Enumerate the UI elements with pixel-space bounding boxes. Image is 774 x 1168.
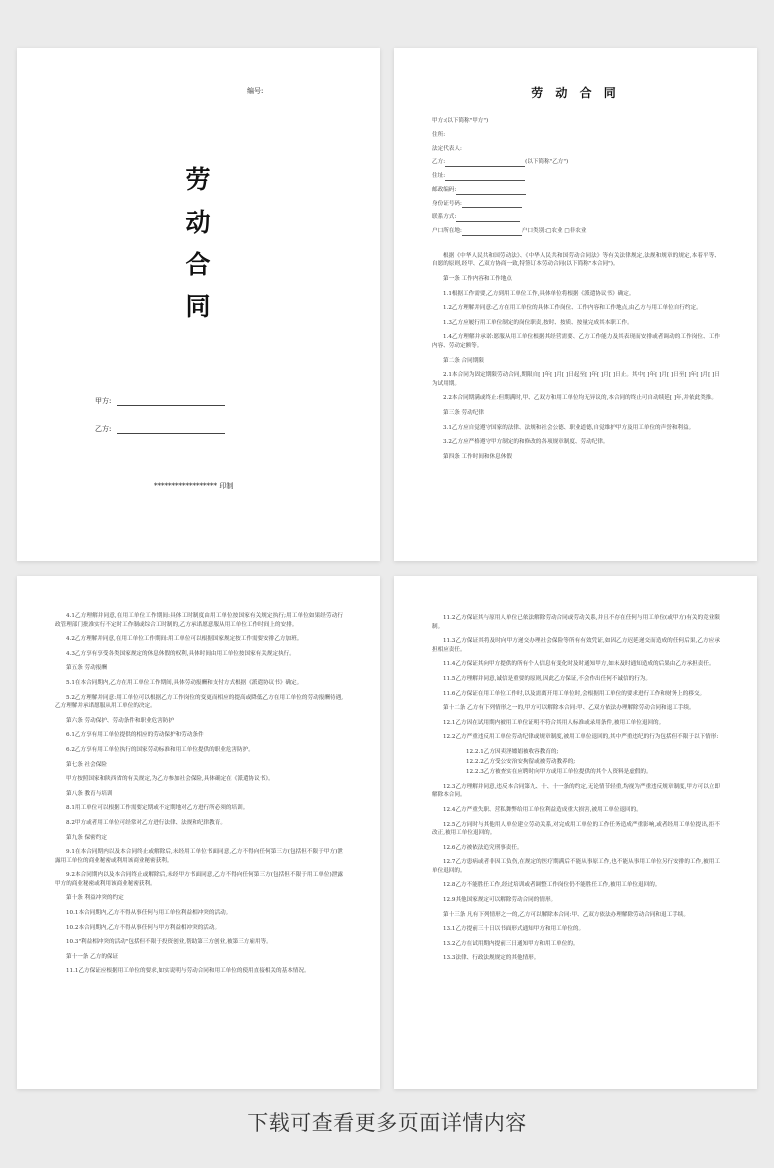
contract-page-2 (17, 576, 380, 1089)
paragraph: 1.1根据工作需要,乙方到用工单位工作,具体单位将根据《派遣协议书》确定。 (443, 290, 635, 297)
paragraph: 5.1在本合同期内,乙方在用工单位工作期间,具体劳动报酬和支付方式根据《派遣协议书》确定。 (66, 679, 303, 686)
paragraph: 11.1乙方保证应根据用工单位的要求,如实说明与劳动合同和用工单位的使用直接相关的基本情况。 (66, 968, 310, 975)
download-more-caption[interactable]: 下载可查看更多页面详情内容 (247, 1111, 527, 1135)
header-field: 法定代表人: (432, 145, 462, 152)
paragraph: 12.9其他国家规定可以解除劳动合同的情形。 (443, 897, 557, 904)
header-field: 联系方式: (432, 213, 720, 222)
paragraph: 11.4乙方保证其向甲方提供的所有个人信息有变化时及时通知甲方,如未及时通知造成的后果由乙方承担责任。 (443, 661, 715, 668)
article-heading: 第十一条 乙方的保证 (66, 953, 119, 960)
party-a-label: 甲方: (95, 397, 112, 405)
paragraph: 12.3乙方理解并同意,违反本合同第九、十、十一条的约定,无论情节轻重,均视为严重违反规章制度,甲方可以立即解除本合同。 (432, 783, 720, 799)
cover-title-char: 合 (185, 250, 211, 279)
paragraph: 10.2本合同期内,乙方不得从事任何与甲方利益相冲突的活动。 (66, 924, 221, 931)
paragraph: 9.2本合同期内以及本合同终止或解除后,未经甲方书面同意,乙方不得向任何第三方(包括但不限于用工单位)泄露甲方的商业秘密或利用该商业秘密获利。 (55, 872, 343, 887)
cover-title-char: 劳 (185, 165, 211, 194)
paragraph: 13.2乙方在试用期内提前三日通知甲方和用工单位的。 (443, 940, 579, 947)
paragraph: 12.2.1乙方因卖淫嫖娼被收容教育的; (466, 748, 559, 755)
paragraph: 10.3"利益相冲突的活动"包括但不限于投资创业,帮助第三方创业,被第三方雇用等。 (66, 939, 272, 946)
contract-number-label: 编号: (247, 87, 264, 95)
paragraph: 8.1用工单位可以根据工作需要定期或不定期地对乙方进行所必须的培训。 (66, 805, 249, 812)
paragraph: 11.5乙方理解并同意,诚信是重要的原则,因此乙方保证,不会作出任何不诚信的行为。 (443, 675, 651, 682)
paragraph: 10.1本合同期内,乙方不得从事任何与用工单位利益相冲突的活动。 (66, 910, 232, 917)
party-b-label: 乙方: (95, 425, 112, 433)
header-field: 住址: (432, 172, 720, 181)
header-field: 邮政编码: (432, 186, 720, 195)
paragraph: 12.2乙方严重违反用工单位劳动纪律或规章制度,被用工单位退回的,其中严重违纪的行为包括但不限于以下情形: (443, 734, 719, 741)
article-heading: 第二条 合同期限 (443, 357, 484, 364)
paragraph: 根据《中华人民共和国劳动法》、《中华人民共和国劳动合同法》等有关法律规定,法规和规章的规定,本着平等、自愿的原则,经甲、乙双方协商一致,特签订本劳动合同(以下简称"本合同")。 (432, 252, 720, 268)
paragraph: 4.2乙方理解并同意,在用工单位工作期间:用工单位可以根据国家规定按工作需要安排乙方加班。 (66, 636, 303, 643)
cover-page (17, 48, 380, 561)
paragraph: 12.6乙方被依法追究刑事责任。 (443, 844, 523, 851)
article-heading: 第十条 利益冲突的约定 (66, 895, 124, 902)
paragraph: 2.2本合同期满或终止:但期满时,甲、乙双方和用工单位均无异议的,本合同的终止可自动续延[ ]年,并依此类推。 (443, 395, 717, 402)
paragraph: 3.1乙方应自觉遵守国家的法律、法规和社会公德、职业道德,自觉维护甲方及用工单位的声誉和利益。 (443, 424, 695, 431)
article-heading: 第十三条 凡有下列情形之一的,乙方可以解除本合同:甲、乙双方依法办理解除劳动合同和退工手续。 (443, 911, 689, 918)
cover-title-char: 动 (185, 208, 211, 237)
paragraph: 12.4乙方严重失职、营私舞弊给用工单位利益造成重大损害,被用工单位退回的。 (443, 806, 642, 813)
paragraph: 12.5乙方同时与其他用人单位建立劳动关系,对完成用工单位的工作任务造成严重影响,或者经用工单位提出,拒不改正,被用工单位退回的。 (432, 821, 720, 837)
paragraph: 12.7乙方患病或者非因工负伤,在规定的医疗期满后不能从事原工作,也不能从事用工单位另行安排的工作,被用工单位退回的。 (432, 859, 720, 874)
paragraph: 9.1在本合同期内以及本合同终止或解除后,未经用工单位书面同意,乙方不得向任何第三方(包括但不限于甲方)泄露用工单位的商业秘密或利用该商业秘密获利。 (55, 849, 343, 864)
article-heading: 第九条 保密约定 (66, 834, 107, 841)
party-b-blank (117, 426, 225, 434)
article-heading: 第一条 工作内容和工作地点 (443, 276, 512, 283)
page-body (55, 612, 343, 982)
paragraph: 11.2乙方保证其与原用人单位已依法解除劳动合同或劳动关系,并且不存在任何与用工单位(或甲方)有关的竞业限制。 (432, 615, 720, 630)
header-field: 甲方:(以下简称"甲方") (432, 118, 489, 124)
article-heading: 第十二条 乙方有下列情形之一的,甲方可以解除本合同:甲、乙双方依法办理解除劳动合同和退工手续。 (443, 705, 695, 712)
paragraph: 13.1乙方提前三十日以书面形式通知甲方和用工单位的。 (443, 926, 585, 933)
header-field: 乙方: (以下简称"乙方") (432, 159, 569, 166)
paragraph: 4.1乙方理解并同意,在用工单位工作期间:具体工时制度由用工单位按国家有关规定执行;用工单位如果经劳动行政管理部门批准实行不定时工作制或综合工时制的,乙方承诺愿意服从用工单位工作时间上的安排。 (55, 613, 343, 628)
paragraph: 3.2乙方应严格遵守甲方制定的和修改的各项规章制度、劳动纪律。 (443, 439, 609, 446)
article-heading: 第八条 教育与培训 (66, 790, 113, 797)
page-body (432, 117, 720, 467)
paragraph: 1.3乙方应履行用工单位制定的岗位职责,按时、按质、按量完成其本职工作。 (443, 319, 633, 326)
paragraph: 6.2乙方享有用工单位执行的国家劳动标准和用工单位提供的职业危害防护。 (66, 746, 254, 753)
party-a-line (95, 396, 225, 406)
article-heading: 第七条 社会保险 (66, 761, 107, 768)
contract-page-1 (394, 48, 757, 561)
contract-title: 劳 动 合 同 (531, 86, 620, 100)
party-a-blank (117, 398, 225, 406)
party-b-line (95, 424, 225, 434)
paragraph: 8.2甲方或者用工单位可经常对乙方进行法律、法规和纪律教育。 (66, 819, 226, 826)
paragraph: 11.6乙方保证在用工单位工作时,以及需离开用工单位时,会根据用工单位的要求进行工作和财务上的移交。 (443, 690, 706, 697)
printed-by: ****************** 印制 (154, 482, 234, 490)
article-heading: 第五条 劳动报酬 (66, 665, 107, 672)
paragraph: 12.8乙方不能胜任工作,经过培训或者调整工作岗位仍不能胜任工作,被用工单位退回的。 (443, 882, 661, 889)
paragraph: 甲方按照国家和陕西省的有关规定,为乙方参加社会保险,具体确定在《派遣协议书》。 (66, 776, 274, 783)
article-heading: 第三条 劳动纪律 (443, 409, 484, 416)
paragraph: 13.3法律、行政法规规定的其他情形。 (443, 955, 540, 962)
paragraph: 12.2.3乙方被查实在应聘时向甲方或用工单位提供的其个人资料是虚假的。 (466, 769, 652, 776)
paragraph: 1.2乙方理解并同意:乙方在用工单位的具体工作岗位、工作内容和工作地点,由乙方与用工单位自行约定。 (443, 305, 702, 312)
paragraph: 12.1乙方因在试用期内被用工单位证明不符合其用人标准或录用条件,被用工单位退回的。 (443, 719, 665, 726)
paragraph: 6.1乙方享有用工单位提供的相应的劳动保护和劳动条件 (66, 732, 204, 739)
contract-page-3 (394, 576, 757, 1089)
paragraph: 2.1本合同为固定期限劳动合同,期限自[ ]年[ ]月[ ]日起至[ ]年[ ]月[ ]日止。其中[ ]年[ ]月[ ]日至[ ]年[ ]月[ ]日为试用期。 (432, 372, 720, 387)
article-heading: 第六条 劳动保护、劳动条件和职业危害防护 (66, 717, 175, 724)
header-field: 户口所在地: 户口类别:□农业 □非农业 (432, 228, 587, 235)
paragraph: 11.3乙方保证其将及时向甲方递交办理社会保险等所有有效凭证,如因乙方迟延递交而造成的任何后果,乙方应承担相应责任。 (432, 638, 720, 653)
paragraph: 1.4乙方理解并承诺:愿服从用工单位根据其经营需要、乙方工作能力及其表现而安排或者调动的工作岗位、工作内容、劳动定额等。 (432, 334, 720, 349)
header-field: 身份证号码: (432, 200, 720, 209)
paragraph: 12.2.2乙方受公安治安拘留或被劳动教养的; (466, 759, 576, 766)
article-heading: 第四条 工作时间和休息休假 (443, 453, 512, 460)
cover-title-char: 同 (185, 292, 211, 321)
paragraph: 5.2乙方理解并同意:用工单位可以根据乙方工作岗位的变更而相应的提高或降低乙方在用工单位的劳动报酬待遇,乙方理解并承诺愿服从用工单位的决定。 (55, 694, 343, 710)
paragraph: 4.3乙方享有享受各类国家规定的休息休假的权利,具体时间由用工单位按国家有关规定执行。 (66, 650, 295, 657)
page-body (432, 614, 720, 969)
header-field: 住所: (432, 131, 446, 138)
